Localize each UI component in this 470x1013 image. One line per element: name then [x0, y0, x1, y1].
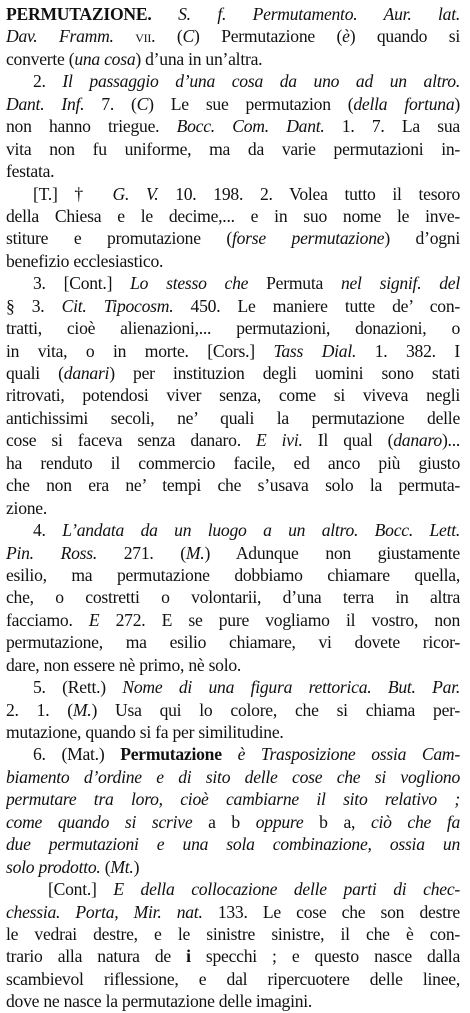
- text-run: chessia. Porta, Mir. nat.: [6, 901, 203, 922]
- text-run: non hanno triegue.: [6, 116, 177, 137]
- text-run: Cit. Tipocosm.: [61, 295, 174, 316]
- text-run: 5. (Rett.): [33, 677, 123, 698]
- text-line: [6, 788, 460, 810]
- text-line: [6, 272, 460, 294]
- text-run: danari: [63, 363, 110, 383]
- text-run: ha renduto il commercio facile, ed anco più giusto: [6, 452, 460, 473]
- text-line: [6, 542, 460, 564]
- text-line: [6, 362, 460, 384]
- text-run: della fortuna: [353, 93, 455, 114]
- text-run: tratti, cioè alienazioni,... permutazioni, donazioni, o: [6, 318, 460, 339]
- text-run: ) Permutazione (: [194, 26, 343, 47]
- text-run: E ivi.: [256, 430, 303, 451]
- text-run: facciamo.: [6, 609, 89, 630]
- text-run: 1. 7. La sua: [324, 116, 460, 137]
- text-run: E: [88, 609, 100, 630]
- text-line: [6, 93, 460, 115]
- text-run: (: [155, 26, 183, 47]
- text-line: [6, 250, 460, 272]
- text-run: ) Le sue permutazion (: [148, 93, 354, 114]
- text-line: [6, 205, 460, 227]
- text-line: [6, 968, 460, 990]
- text-run: Permuta: [248, 273, 341, 294]
- text-run: quali (: [6, 363, 64, 383]
- text-run: oppure: [255, 811, 304, 832]
- text-line: [6, 856, 460, 878]
- text-run: G. V.: [112, 183, 159, 204]
- text-line: [6, 766, 460, 788]
- text-line: [6, 901, 460, 923]
- text-run: [152, 4, 179, 24]
- text-run: benefizio ecclesiastico.: [6, 250, 164, 271]
- text-line: [6, 452, 460, 474]
- text-run: Dant. Inf.: [6, 93, 85, 114]
- text-line: [6, 497, 460, 519]
- text-run: Bocc. Com. Dant.: [176, 116, 325, 137]
- text-run: 4.: [33, 520, 63, 541]
- text-run: ) Usa qui lo colore, che si chiama per-: [91, 699, 460, 720]
- text-run: della Chiesa e le decime,... e in suo nome le inve-: [6, 205, 460, 226]
- text-line: [6, 48, 460, 70]
- text-run: zione.: [6, 497, 47, 518]
- text-run: S. f. Permutamento. Aur. lat.: [178, 4, 460, 24]
- text-run: ) Adunque non giustamente: [204, 542, 460, 563]
- text-run: è Trasposizione ossia Cam-: [237, 744, 460, 765]
- text-line: [6, 317, 460, 339]
- text-run: converte (: [6, 48, 75, 69]
- text-line: [6, 676, 460, 698]
- text-run: ): [454, 93, 460, 114]
- text-line: [6, 743, 460, 765]
- text-run: )...: [441, 430, 460, 451]
- text-run: § 3.: [6, 295, 62, 316]
- text-line: [6, 519, 460, 541]
- text-run: 272. E se pure vogliamo il vostro, non: [99, 609, 460, 630]
- text-run: mutazione, quando si fa per similitudine.: [6, 722, 284, 742]
- text-run: una cosa: [74, 48, 136, 69]
- text-run: 10. 198. 2. Volea tutto il tesoro: [158, 183, 460, 204]
- text-run: M.: [72, 699, 92, 720]
- text-line: [6, 70, 460, 92]
- text-line: [6, 811, 460, 833]
- text-run: Tass Dial.: [273, 340, 357, 361]
- text-run: Pin. Ross.: [6, 542, 97, 563]
- text-run: C: [182, 26, 195, 47]
- text-run: danaro: [393, 430, 442, 451]
- text-run: trario alla natura de: [6, 946, 187, 967]
- text-line: [6, 25, 460, 47]
- text-run: come quando si scrive: [6, 811, 193, 832]
- text-run: 1. 382. I: [356, 340, 460, 361]
- text-run: biamento d’ordine e di sito delle cose che si vogliono: [6, 766, 460, 787]
- text-line: [6, 3, 460, 25]
- text-line: [6, 721, 460, 743]
- text-line: [6, 160, 460, 182]
- text-run: antichissimi secoli, ne’ quali la permutazione delle: [6, 407, 460, 428]
- text-run: scambievol riflessione, e dal ripercuotere delle linee,: [6, 968, 460, 989]
- text-run: in vita, o in morte. [Cors.]: [6, 340, 274, 361]
- text-line: [6, 295, 460, 317]
- text-run: Il qual (: [302, 430, 394, 451]
- text-run: 7. (: [84, 93, 137, 114]
- text-run: ciò che fa: [370, 811, 460, 832]
- text-run: M.: [185, 542, 205, 563]
- text-run: E della collocazione delle parti di chec-: [113, 879, 460, 900]
- text-run: Il passaggio d’una cosa da uno ad un altro.: [62, 71, 460, 92]
- text-line: [6, 990, 460, 1012]
- text-line: [6, 407, 460, 429]
- text-run: b a,: [303, 811, 371, 832]
- text-run: è: [342, 26, 350, 47]
- text-line: [6, 227, 460, 249]
- text-run: ) quando si: [349, 26, 460, 47]
- text-run: 2.: [33, 71, 63, 92]
- text-run: cose si faceva senza danaro.: [6, 430, 256, 451]
- text-run: che non era ne’ tempi che s’usava solo la permuta-: [6, 475, 460, 496]
- text-line: [6, 564, 460, 586]
- text-run: PERMUTAZIONE.: [6, 4, 152, 24]
- text-run: esilio, ma permutazione dobbiamo chiamare quella,: [6, 564, 460, 585]
- text-run: Nome di una figura rettorica. But. Par.: [122, 677, 460, 698]
- text-run: ) d’una in un’altra.: [135, 48, 263, 69]
- text-run: solo prodotto.: [6, 856, 101, 877]
- text-run: C: [136, 93, 149, 114]
- text-run: 6. (Mat.): [33, 744, 121, 765]
- text-line: [6, 945, 460, 967]
- text-run: nel signif. del: [340, 273, 460, 294]
- text-run: stiture e promutazione (: [6, 228, 232, 249]
- text-line: [6, 654, 460, 676]
- text-run: forse permutazione: [231, 228, 385, 249]
- text-run: [T.] †: [33, 183, 113, 204]
- text-run: dove ne nasce la permutazione delle imagini.: [6, 991, 313, 1012]
- text-run: Permutazione: [120, 744, 222, 765]
- text-run: vii.: [135, 26, 156, 47]
- text-line: [6, 878, 460, 900]
- text-run: i: [186, 946, 191, 967]
- text-run: vita non fu uniforme, ma da varie permutazioni in-: [6, 138, 460, 159]
- text-run: [222, 744, 238, 764]
- text-run: a b: [192, 811, 256, 832]
- text-run: le vedrai destre, e le sinistre sinistre, il che è con-: [6, 923, 460, 944]
- text-run: dare, non essere nè primo, nè solo.: [6, 654, 242, 675]
- text-run: ritrovati, potendosi viver senza, come si viveva negli: [6, 385, 460, 406]
- text-run: 2. 1. (: [6, 699, 73, 720]
- text-run: [114, 26, 136, 46]
- text-line: [6, 631, 460, 653]
- text-run: L’andata da un luogo a un altro. Bocc. Lett.: [62, 520, 460, 541]
- text-run: Dav. Framm.: [6, 26, 114, 47]
- text-run: (: [100, 856, 111, 877]
- text-run: permutazione, ma esilio chiamare, vi dovete ricor-: [6, 632, 460, 653]
- text-run: permutare tra loro, cioè cambiarne il sito relativo ;: [6, 789, 460, 810]
- text-run: [Cont.]: [48, 879, 114, 900]
- text-line: [6, 699, 460, 721]
- text-run: 271. (: [96, 542, 186, 563]
- text-run: ): [133, 856, 140, 877]
- text-line: [6, 138, 460, 160]
- text-run: che, o costretti o volontarii, d’una terra in altra: [6, 587, 460, 608]
- text-line: [6, 833, 460, 855]
- text-line: [6, 384, 460, 406]
- text-run: 3. [Cont.]: [33, 273, 131, 294]
- text-run: Mt.: [110, 856, 134, 877]
- text-line: [6, 115, 460, 137]
- text-line: [6, 340, 460, 362]
- text-line: [6, 609, 460, 631]
- text-run: 133. Le cose che son destre: [202, 901, 460, 922]
- text-run: specchi ; e questo nasce dalla: [190, 946, 460, 967]
- text-run: due permutazioni e una sola combinazione, ossia un: [6, 834, 460, 855]
- text-line: [6, 183, 460, 205]
- text-run: ) d’ogni: [384, 228, 460, 249]
- text-line: [6, 586, 460, 608]
- text-run: 450. Le maniere tutte de’ con-: [173, 295, 460, 316]
- text-line: [6, 923, 460, 945]
- text-run: Lo stesso che: [130, 273, 249, 294]
- text-run: ) per instituzion degli uomini sono stati: [109, 363, 460, 383]
- text-line: [6, 474, 460, 496]
- text-line: [6, 429, 460, 451]
- text-run: festata.: [6, 161, 55, 182]
